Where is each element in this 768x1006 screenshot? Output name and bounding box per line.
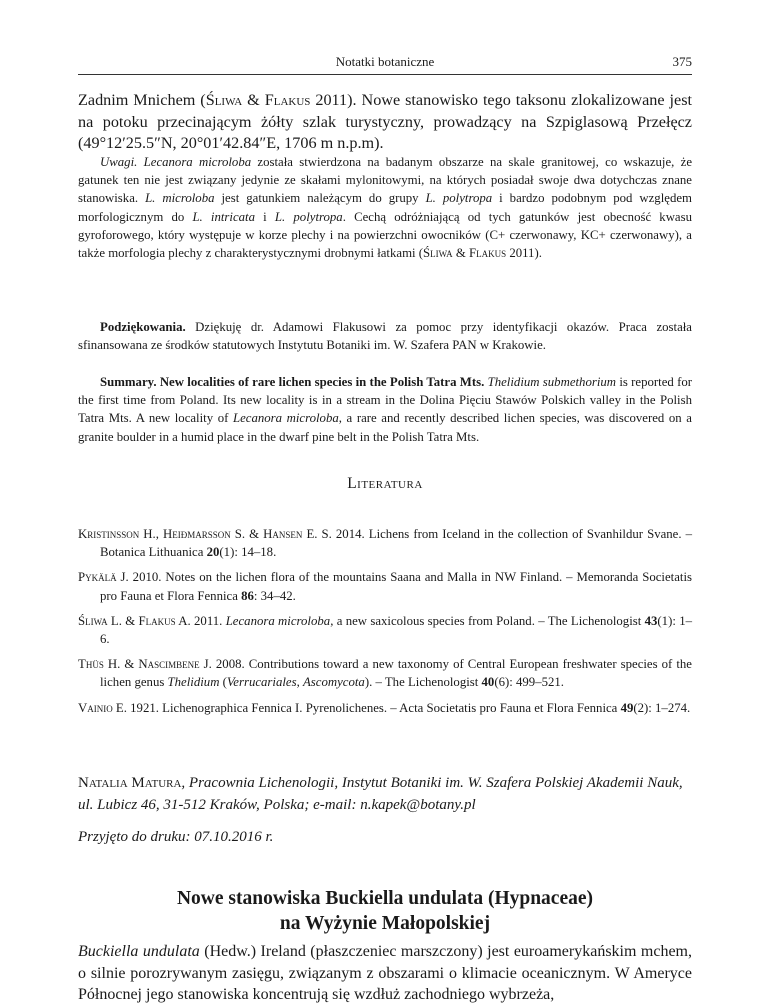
reference-item: Thüs H. & Nascimbene J. 2008. Contributions toward a new taxonomy of Central European freshwater species of the lichen genus Thelidium (Verrucariales, Ascomycota). – The Lichenologist 40(6): 499–521. [78,657,692,690]
literature-heading: Literatura [347,475,423,492]
next-article-intro: Buckiella undulata (Hedw.) Ireland (płaszczeniec marszczony) jest euroamerykańskim mchem, o silnie porozrywanym zasięgu, związanym z obszarami o klimacie oceanicznym. W Ameryce Północnej jego stanowiska koncentrują się wzdłuż zachodniego wybrzeża, [78,943,692,1003]
running-title: Notatki botaniczne [335,54,435,69]
reference-item: Vainio E. 1921. Lichenographica Fennica I. Pyrenolichenes. – Acta Societatis pro Fauna et Flora Fennica 49(2): 1–274. [78,700,691,715]
page-number: 375 [672,54,692,69]
acknowledgements-paragraph: Podziękowania. Dziękuję dr. Adamowi Flakusowi za pomoc przy identyfikacji okazów. Praca została sfinansowana ze środków statutowych Instytutu Botaniki im. W. Szafera PAN w Krakowie. [78,320,692,353]
accepted-date: Przyjęto do druku: 07.10.2016 r. [78,829,274,845]
header-rule [78,74,692,75]
next-article-title: Nowe stanowiska Buckiella undulata (Hypnaceae) na Wyżynie Małopolskiej [176,888,594,934]
reference-item: Pykälä J. 2010. Notes on the lichen flora of the mountains Saana and Malla in NW Finland. – Memoranda Societatis pro Fauna et Flora Fennica 86: 34–42. [78,570,692,603]
summary-paragraph: Summary. New localities of rare lichen species in the Polish Tatra Mts. Thelidium submethorium is reported for the first time from Poland. Its new locality is in a stream in the Dolina Pięciu Stawów Polskich valley in the Polish Tatra Mts. A new locality of Lecanora microloba, a rare and recently described lichen species, was discovered on a granite boulder in a humid place in the dwarf pine belt in the Polish Tatra Mts. [78,375,692,444]
remarks-paragraph: Uwagi. Lecanora microloba została stwierdzona na badanym obszarze na skale granitowej, co wskazuje, że gatunek ten nie jest związany jedynie ze skałami mylonitowymi, na których posiadał swoje dwa dotychczas znane stanowiska. L. microloba jest gatunkiem należącym do grupy L. polytropa i bardzo podobnym pod względem morfologicznym do L. intricata i L. polytropa. Cechą odróżniającą od tych gatunków jest obecność kwasu gyroforowego, który występuje w korze plechy i na powierzchni owocników (C+ czerwonawy, KC+ czerwonawy), a także morfologia plechy z charakterystycznymi drobnymi łatkami (Śliwa & Flakus 2011). [78,155,692,261]
continued-paragraph: Zadnim Mnichem (Śliwa & Flakus 2011). Nowe stanowisko tego taksonu zlokalizowane jest na potoku przecinającym żółty szlak turystyczny, prowadzący na Szpiglasową Przełęcz (49°12′25.5″N, 20°01′42.84″E, 1706 m n.p.m). [78,91,693,152]
author-affiliation: Natalia Matura, Pracownia Lichenologii, Instytut Botaniki im. W. Szafera Polskiej Akademii Nauk, ul. Lubicz 46, 31-512 Kraków, Polska; e-mail: n.kapek@botany.pl [78,775,683,813]
running-head [78,54,692,72]
reference-item: Śliwa L. & Flakus A. 2011. Lecanora microloba, a new saxicolous species from Poland. – The Lichenologist 43(1): 1–6. [78,613,692,647]
reference-list [78,525,692,724]
reference-item: Kristinsson H., Heiðmarsson S. & Hansen E. S. 2014. Lichens from Iceland in the collection of Svanhildur Svane. – Botanica Lithuanica 20(1): 14–18. [78,527,692,560]
